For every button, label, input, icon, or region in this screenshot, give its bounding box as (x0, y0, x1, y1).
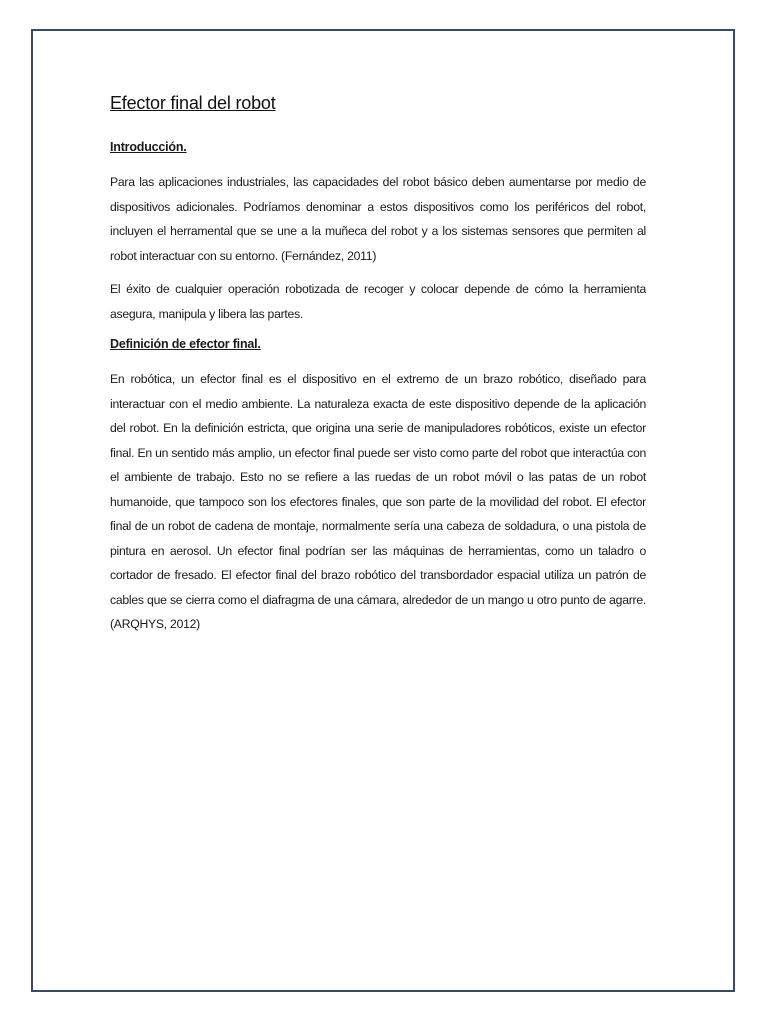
section-heading-introduccion: Introducción. (110, 140, 187, 154)
document-title: Efector final del robot (110, 93, 276, 113)
document-body (110, 90, 646, 646)
section-heading-definicion: Definición de efector final. (110, 337, 261, 351)
paragraph-definicion-1: En robótica, un efector final es el dispositivo en el extremo de un brazo robótico, diseñado para interactuar con el medio ambiente. La naturaleza exacta de este dispositivo depende de la aplicación del robot. En la definición estricta, que origina una serie de manipuladores robóticos, existe un efector final. En un sentido más amplio, un efector final puede ser visto como parte del robot que interactúa con el ambiente de trabajo. Esto no se refiere a las ruedas de un robot móvil o las patas de un robot humanoide, que tampoco son los efectores finales, que son parte de la movilidad del robot. El efector final de un robot de cadena de montaje, normalmente sería una cabeza de soldadura, o una pistola de pintura en aerosol. Un efector final podrían ser las máquinas de herramientas, como un taladro o cortador de fresado. El efector final del brazo robótico del transbordador espacial utiliza un patrón de cables que se cierra como el diafragma de una cámara, alrededor de un mango u otro punto de agarre. (ARQHYS, 2012) (110, 372, 646, 631)
paragraph-introduccion-2: El éxito de cualquier operación robotizada de recoger y colocar depende de cómo la herramienta asegura, manipula y libera las partes. (110, 282, 646, 321)
paragraph-introduccion-1: Para las aplicaciones industriales, las capacidades del robot básico deben aumentarse por medio de dispositivos adicionales. Podríamos denominar a estos dispositivos como los periféricos del robot, incluyen el herramental que se une a la muñeca del robot y a los sistemas sensores que permiten al robot interactuar con su entorno. (Fernández, 2011) (110, 175, 646, 263)
